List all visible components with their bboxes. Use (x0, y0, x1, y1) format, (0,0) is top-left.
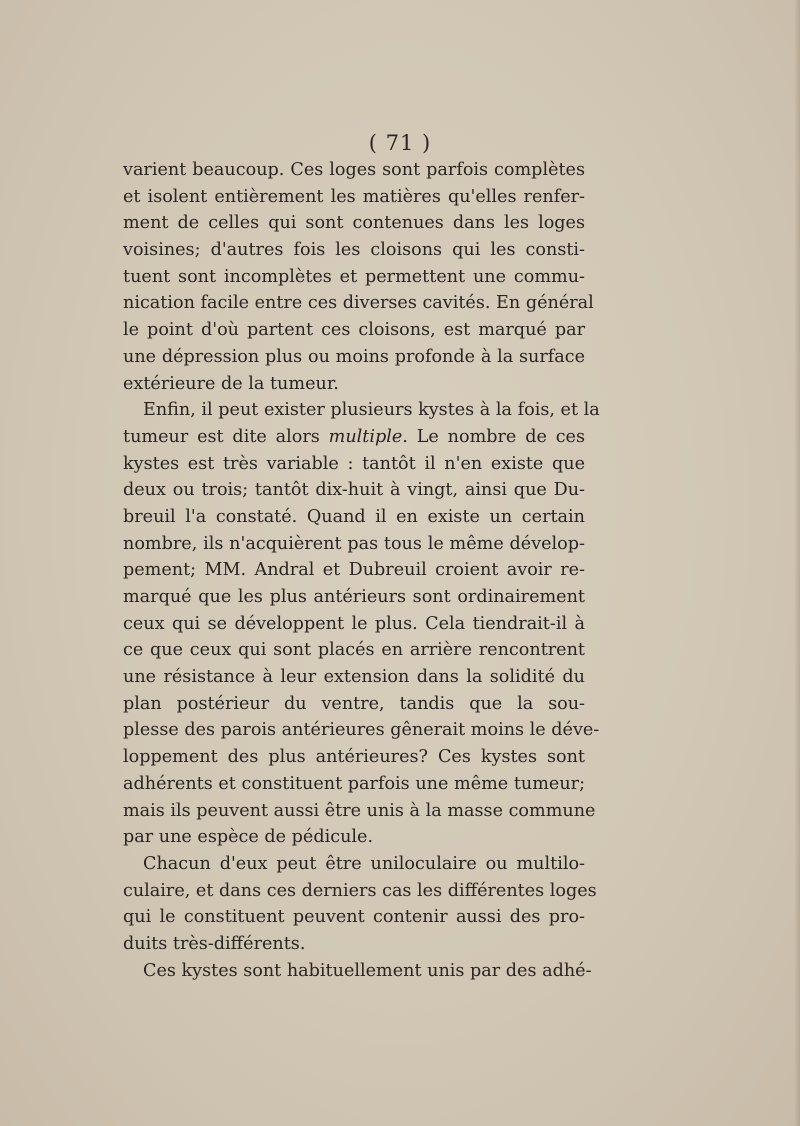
text-line: ce que ceux qui sont placés en arrière rencontrent (123, 640, 585, 661)
text-line-with-italic (123, 424, 585, 451)
text-line: duits très-différents. (123, 933, 306, 954)
text-line: breuil l'a constaté. Quand il en existe un certain (123, 506, 585, 527)
body-text (123, 157, 600, 984)
text-line: nombre, ils n'acquièrent pas tous le même dévelop- (123, 533, 585, 554)
text-line: nication facile entre ces diverses cavités. En général (123, 293, 594, 314)
italic-term: multiple (328, 426, 403, 447)
text-line: Ces kystes sont habituellement unis par des adhé- (143, 960, 592, 981)
text-line: adhérents et constituent parfois une même tumeur; (123, 773, 585, 794)
text-fragment: tumeur est dite alors (123, 426, 329, 447)
text-line: plan postérieur du ventre, tandis que la sou- (123, 693, 585, 714)
page-number: ( 71 ) (368, 131, 432, 155)
text-line: deux ou trois; tantôt dix-huit à vingt, ainsi que Du- (123, 480, 585, 501)
text-line: marqué que les plus antérieurs sont ordinairement (123, 587, 585, 607)
page-edge-shadow (794, 0, 800, 1126)
text-line: ceux qui se développent le plus. Cela tiendrait-il à (123, 613, 585, 634)
text-line: kystes est très variable : tantôt il n'en existe que (123, 453, 585, 474)
text-line: le point d'où partent ces cloisons, est marqué par (123, 320, 585, 341)
text-line: pement; MM. Andral et Dubreuil croient avoir re- (123, 560, 585, 581)
text-line: varient beaucoup. Ces loges sont parfois complètes (123, 160, 585, 180)
text-line: par une espèce de pédicule. (123, 827, 374, 848)
text-line: mais ils peuvent aussi être unis à la masse commune (123, 800, 596, 821)
text-line: Chacun d'eux peut être uniloculaire ou multilo- (143, 853, 585, 874)
text-fragment: . Le nombre de ces (402, 426, 585, 447)
text-line: tuent sont incomplètes et permettent une commu- (123, 266, 585, 287)
text-line: une dépression plus ou moins profonde à la surface (123, 346, 585, 367)
text-line: Enfin, il peut exister plusieurs kystes à la fois, et la (143, 400, 600, 421)
text-line: extérieure de la tumeur. (123, 373, 339, 394)
text-line: et isolent entièrement les matières qu'elles renfer- (123, 186, 585, 207)
text-line: une résistance à leur extension dans la solidité du (123, 667, 585, 688)
text-line: qui le constituent peuvent contenir aussi des pro- (123, 907, 585, 928)
text-line: plesse des parois antérieures gênerait moins le déve- (123, 720, 600, 741)
text-line: culaire, et dans ces derniers cas les différentes loges (123, 880, 597, 901)
text-line: ment de celles qui sont contenues dans les loges (123, 213, 585, 234)
text-line: voisines; d'autres fois les cloisons qui les consti- (123, 240, 585, 261)
text-line: loppement des plus antérieures? Ces kystes sont (123, 747, 585, 768)
